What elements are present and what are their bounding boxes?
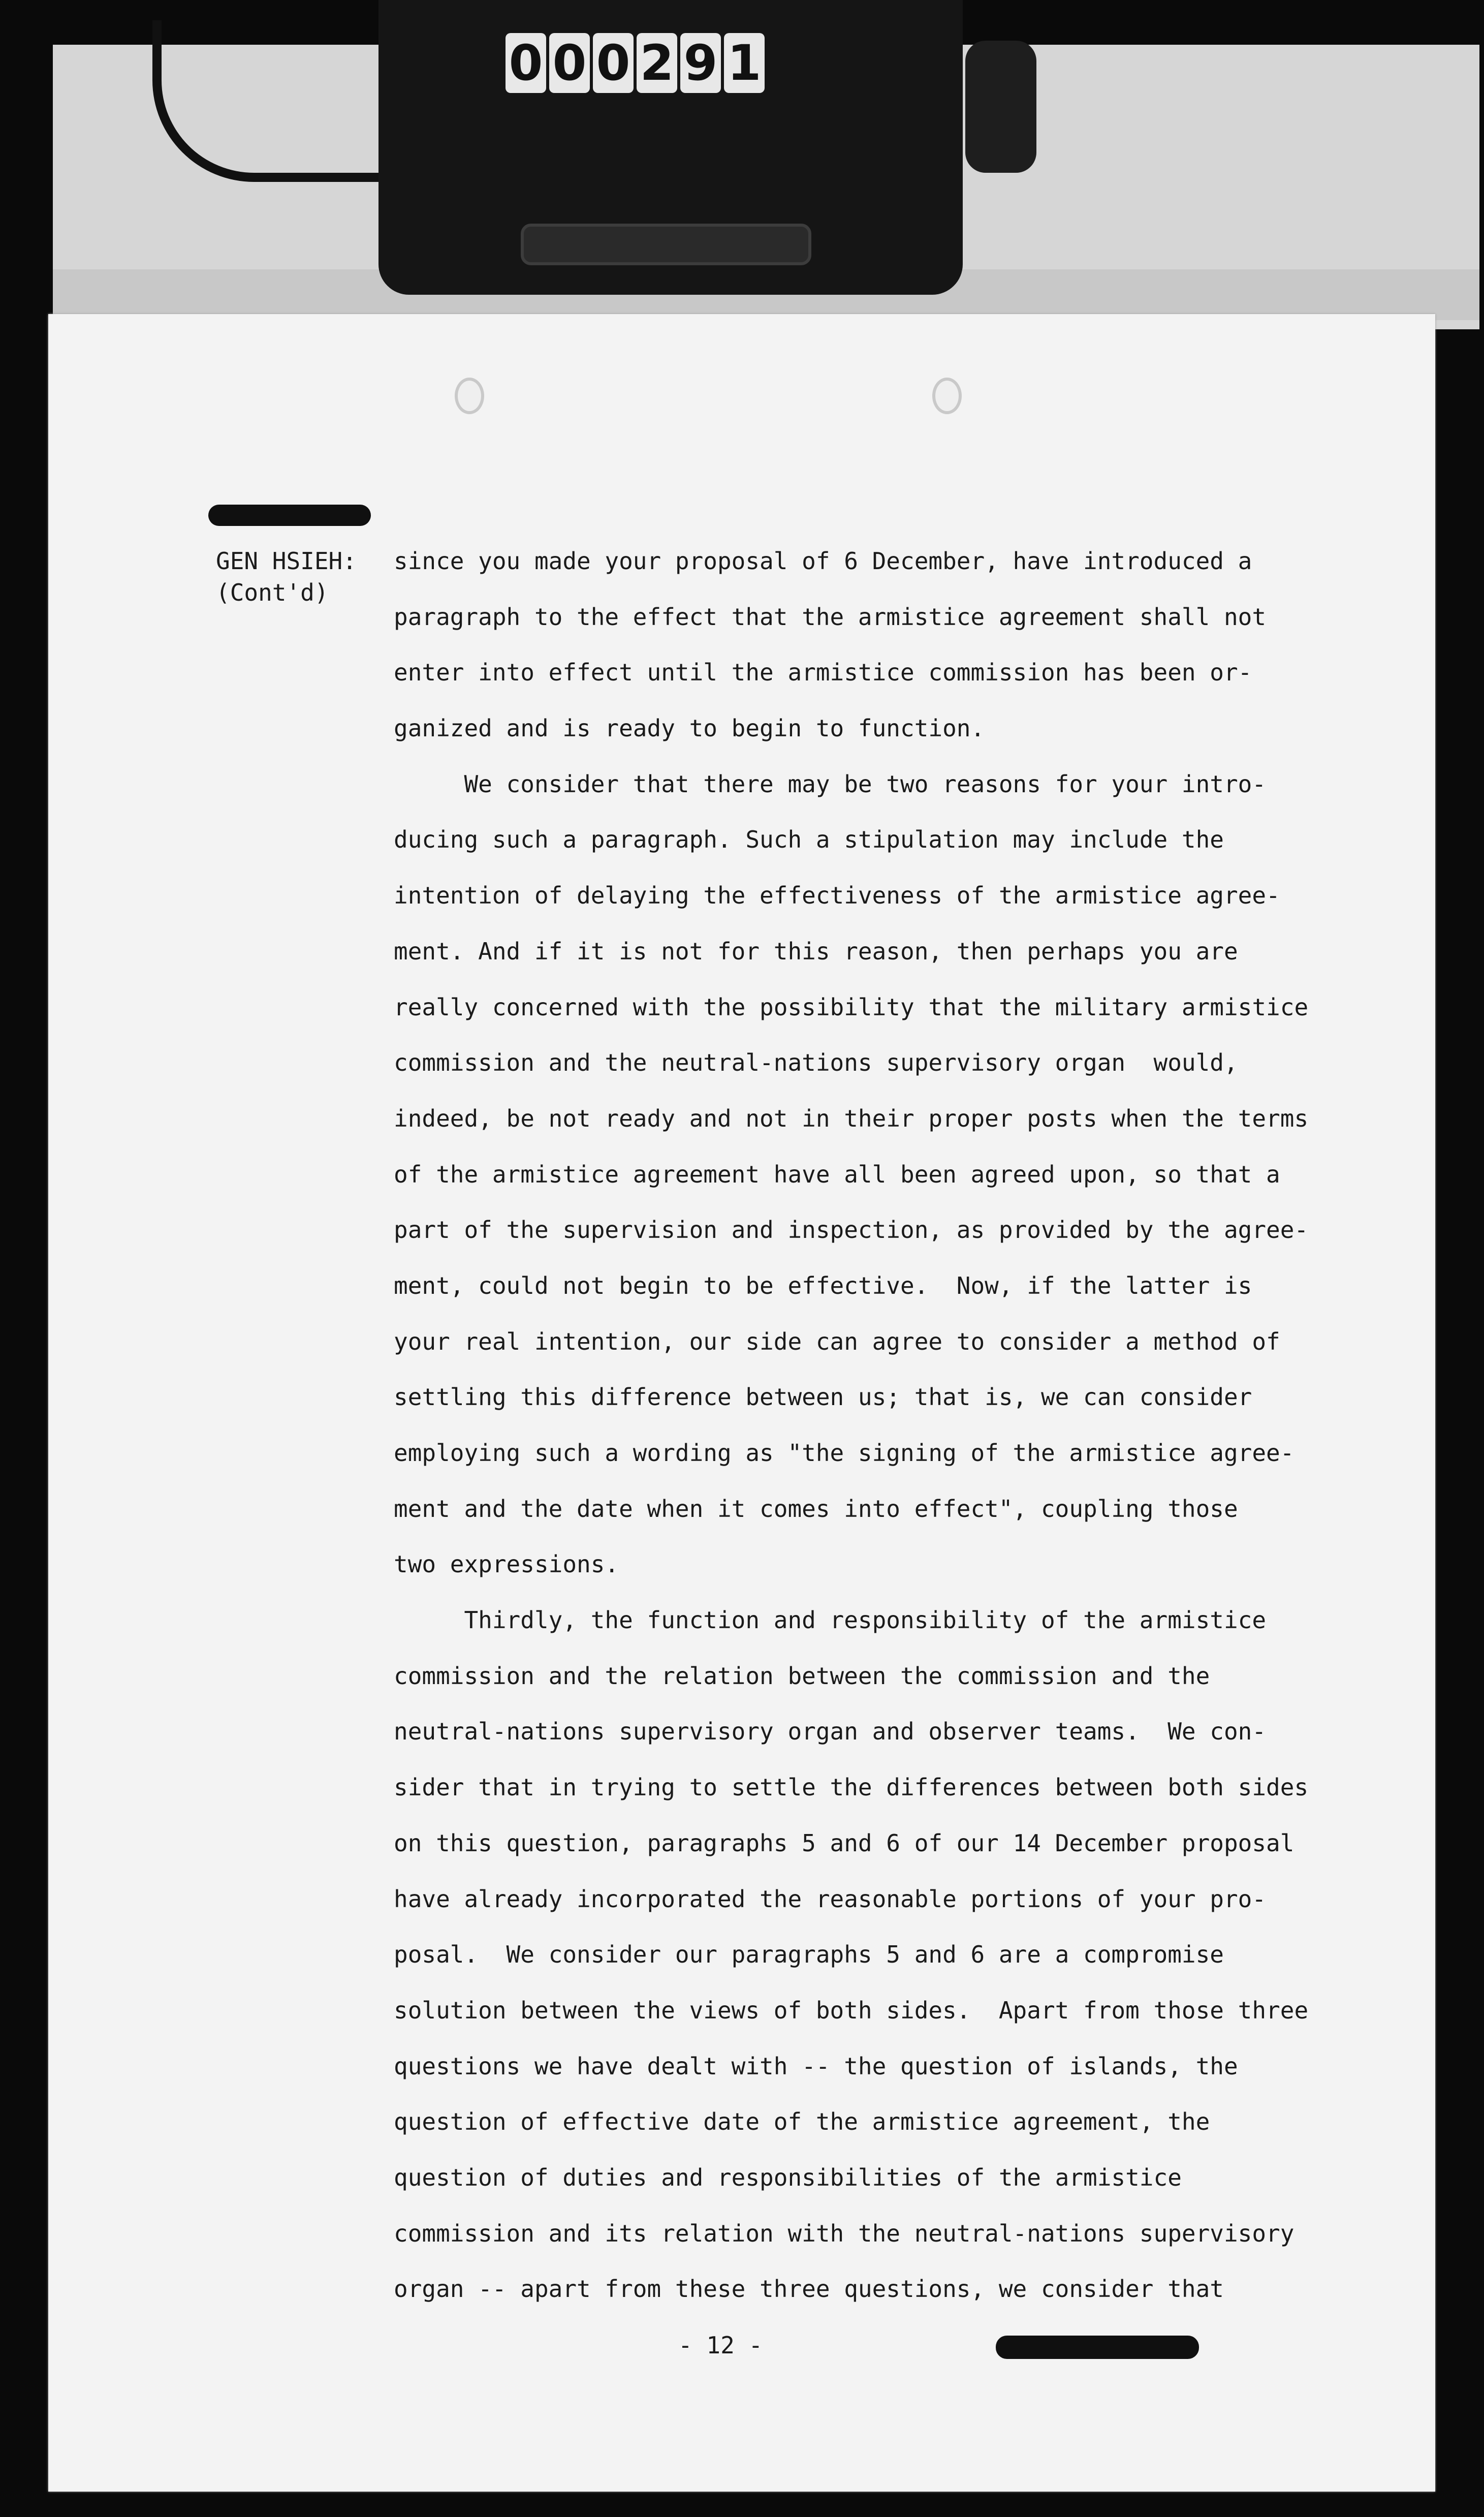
redaction-mark-top [208,505,371,526]
text-line: We consider that there may be two reasons for your intro- [394,770,1267,798]
text-line: ment. And if it is not for this reason, then perhaps you are [394,937,1238,965]
counter-digit: 1 [724,33,765,93]
counter-digits [506,33,765,93]
counter-digit: 0 [549,33,590,93]
speaker-name: GEN HSIEH: [216,547,357,575]
text-line: commission and the relation between the commission and the [394,1662,1210,1690]
text-line: on this question, paragraphs 5 and 6 of our 14 December proposal [394,1829,1294,1857]
text-line: sider that in trying to settle the differences between both sides [394,1774,1309,1801]
page-number: - 12 - [678,2332,763,2359]
text-line: enter into effect until the armistice commission has been or- [394,659,1252,687]
text-line: ment, could not begin to be effective. Now, if the latter is [394,1271,1252,1299]
redaction-mark-bottom [996,2336,1199,2359]
text-line: really concerned with the possibility that the military armistice [394,993,1309,1021]
text-line: paragraph to the effect that the armistice agreement shall not [394,603,1267,631]
text-line: part of the supervision and inspection, as provided by the agree- [394,1216,1309,1244]
text-line: your real intention, our side can agree to consider a method of [394,1327,1280,1355]
counter-knob [965,41,1036,173]
speaker-label [216,545,357,608]
counter-digit: 0 [506,33,546,93]
text-line: ment and the date when it comes into effect", coupling those [394,1495,1238,1522]
speaker-continued: (Cont'd) [216,579,329,606]
text-line: organ -- apart from these three questions, we consider that [394,2275,1224,2303]
text-line: question of duties and responsibilities of the armistice [394,2163,1182,2191]
punch-hole-right [932,378,962,414]
text-line: two expressions. [394,1550,619,1578]
text-line: intention of delaying the effectiveness of the armistice agree- [394,882,1280,910]
text-line: of the armistice agreement have all been agreed upon, so that a [394,1160,1280,1188]
punch-hole-left [455,378,484,414]
text-line: questions we have dealt with -- the question of islands, the [394,2052,1238,2080]
counter-digit: 9 [680,33,721,93]
text-line: solution between the views of both sides. Apart from those three [394,1996,1309,2024]
text-line: since you made your proposal of 6 December, have introduced a [394,547,1252,575]
text-line: indeed, be not ready and not in their proper posts when the terms [394,1104,1309,1132]
text-line: ducing such a paragraph. Such a stipulation may include the [394,826,1224,854]
text-line: employing such a wording as "the signing of the armistice agree- [394,1439,1294,1467]
document-body [394,543,1359,2326]
text-line: commission and its relation with the neutral-nations supervisory [394,2219,1294,2247]
text-line: question of effective date of the armistice agreement, the [394,2108,1210,2136]
text-line: have already incorporated the reasonable portions of your pro- [394,1885,1267,1913]
text-line: commission and the neutral-nations supervisory organ would, [394,1049,1238,1077]
counter-digit: 0 [593,33,634,93]
text-line: neutral-nations supervisory organ and observer teams. We con- [394,1718,1267,1746]
text-line: posal. We consider our paragraphs 5 and 6 are a compromise [394,1941,1224,1969]
text-line: settling this difference between us; that is, we can consider [394,1383,1252,1411]
text-line: Thirdly, the function and responsibility of the armistice [394,1606,1267,1634]
document-page [48,314,1435,2492]
text-line: ganized and is ready to begin to function. [394,714,985,742]
counter-slot [521,224,811,265]
counter-digit: 2 [637,33,677,93]
